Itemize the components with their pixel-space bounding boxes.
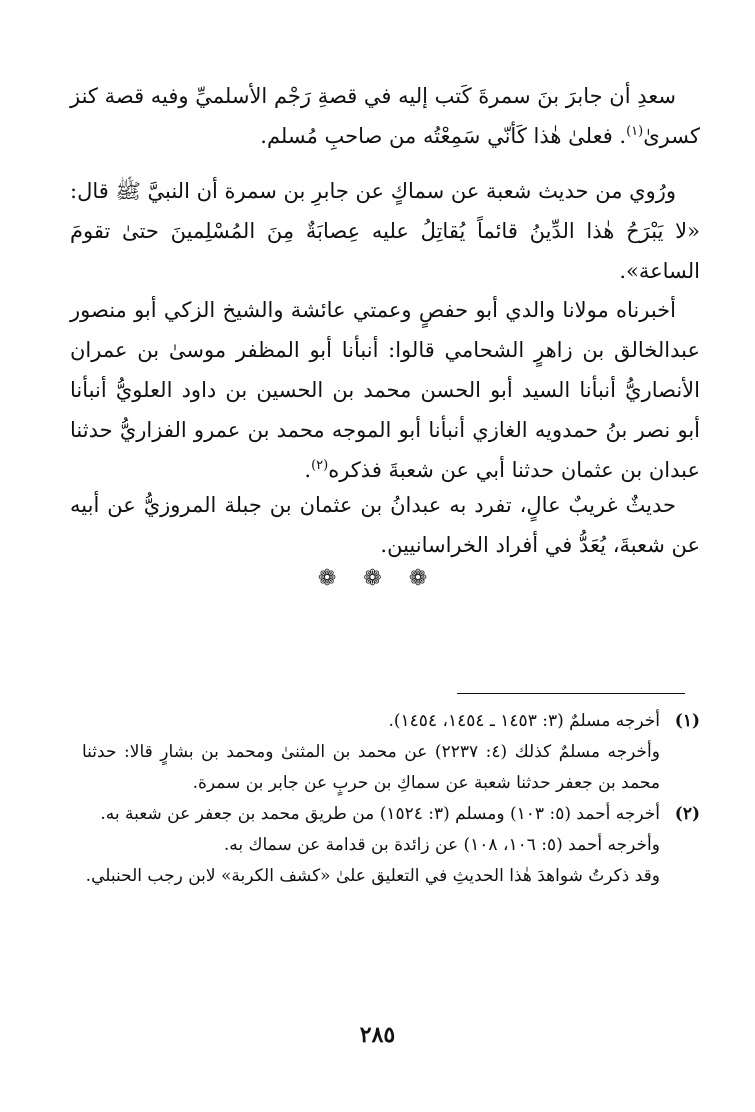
paragraph-4-text: حديثٌ غريبٌ عالٍ، تفرد به عبدانُ بن عثمان بن جبلة المروزيُّ عن أبيه عن شعبةَ، يُعَدُّ في أفراد الخراسانيين. bbox=[70, 493, 700, 557]
paragraph-1 bbox=[70, 76, 700, 156]
footnote-ref-2[interactable]: (٢) bbox=[311, 458, 329, 473]
paragraph-4 bbox=[70, 485, 700, 565]
footnote-ref-1[interactable]: (١) bbox=[626, 124, 644, 139]
footnote-2-number: (٢) bbox=[674, 804, 700, 824]
footnote-2-line-2: وأخرجه أحمد (٥: ١٠٦، ١٠٨) عن زائدة بن قدامة عن سماك به. bbox=[223, 835, 660, 855]
paragraph-2 bbox=[70, 171, 700, 291]
paragraph-3-part-1: أخبرناه مولانا والدي أبو حفصٍ وعمتي عائشة والشيخ الزكي أبو منصور عبدالخالق بن زاهرٍ الشحامي قالوا: أنبأنا أبو المظفر موسىٰ بن عمران الأنصاريُّ أنبأنا السيد أبو الحسن محمد بن الحسين بن داود العلويُّ أنبأنا أبو نصر بنُ حمدويه الغازي أنبأنا أبو الموجه محمد بن عمرو الفزاريُّ حدثنا عبدان بن عثمان حدثنا أبي عن شعبةَ فذكره bbox=[70, 298, 700, 482]
page-number: ٢٨٥ bbox=[359, 1022, 396, 1048]
footnote-1-line-2: وأخرجه مسلمٌ كذلك (٤: ٢٢٣٧) عن محمد بن المثنىٰ ومحمد بن بشارٍ قالا: حدثنا محمد بن جعفر حدثنا شعبة عن سماكِ بن حربٍ عن جابر بن سمرة. bbox=[82, 742, 660, 793]
footnote-separator bbox=[457, 693, 685, 694]
footnote-2-line-3: وقد ذكرتُ شواهدَ هٰذا الحديثِ في التعليق علىٰ «كشف الكربة» لابن رجب الحنبلي. bbox=[85, 866, 660, 886]
footnote-1 bbox=[82, 706, 700, 799]
footnote-2-line-1: أخرجه أحمد (٥: ١٠٣) ومسلم (٣: ١٥٢٤) من طريق محمد بن جعفر عن شعبة به. bbox=[100, 804, 660, 824]
paragraph-3 bbox=[70, 290, 700, 490]
paragraph-3-part-2: . bbox=[304, 458, 312, 482]
paragraph-1-part-1: سعدِ أن جابرَ بنَ سمرةَ كَتب إليه في قصةِ رَجْم الأسلميِّ وفيه قصة كنز كسرىٰ bbox=[70, 84, 700, 148]
paragraph-1-text bbox=[70, 76, 700, 156]
paragraph-1-part-2: . فعلىٰ هٰذا كَأنّي سَمِعْتُه من صاحبِ مُسلم. bbox=[260, 124, 627, 148]
footnotes bbox=[82, 706, 700, 892]
paragraph-2-text: ورُوي من حديث شعبة عن سماكٍ عن جابرِ بن سمرة أن النبيَّ ﷺ قال: «لا يَبْرَحُ هٰذا الدِّينُ قائماً يُقاتِلُ عليه عِصابَةٌ مِنَ المُسْلِمينَ حتىٰ تقومَ الساعة». bbox=[70, 179, 700, 283]
footnote-1-number: (١) bbox=[674, 711, 700, 731]
footnote-2 bbox=[82, 799, 700, 892]
footnote-1-line-1: أخرجه مسلمٌ (٣: ١٤٥٣ ـ ١٤٥٤، ١٤٥٤). bbox=[388, 711, 660, 731]
section-divider-ornament: ❁ ❁ ❁ bbox=[317, 566, 438, 591]
paragraph-3-text bbox=[70, 290, 700, 490]
